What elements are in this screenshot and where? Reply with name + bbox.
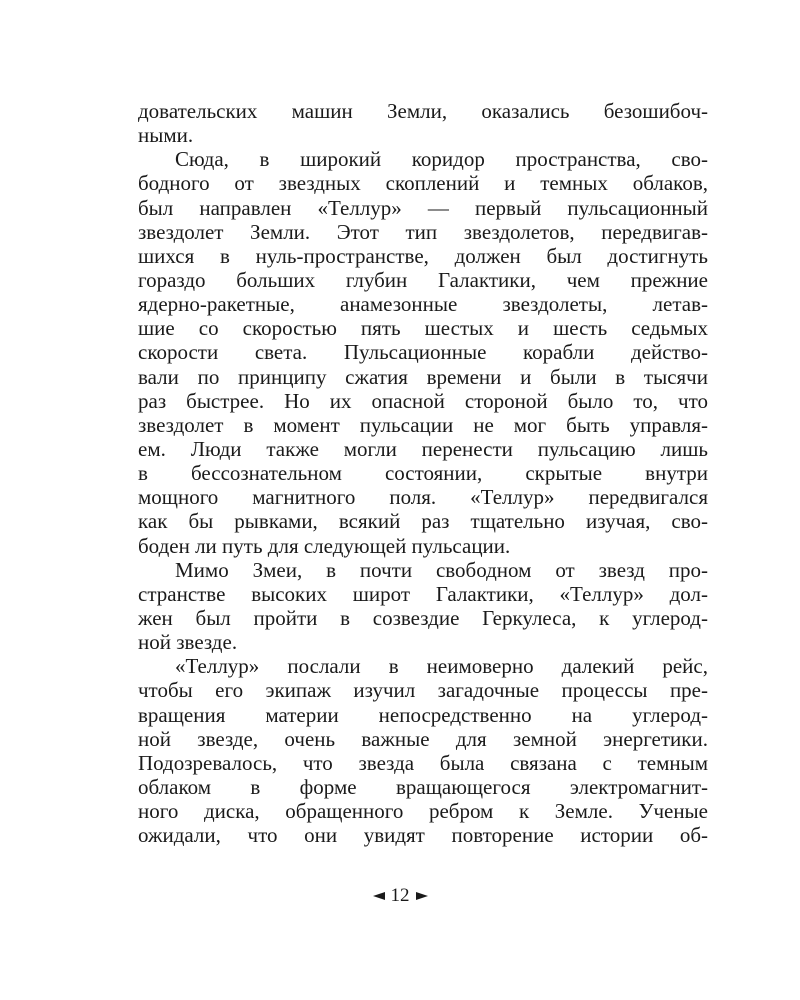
text-line: в бессознательном состоянии, скрытые внутри: [138, 461, 708, 486]
text-line: Мимо Змеи, в почти свободном от звезд про-: [175, 557, 708, 582]
text-line: звездолет в момент пульсации не мог быть управля-: [138, 412, 708, 437]
arrow-right-ornament-icon: [416, 892, 428, 900]
text-line: Подозревалось, что звезда была связана с темным: [138, 750, 708, 775]
text-line: «Теллур» послали в неимоверно далекий рейс,: [175, 654, 708, 679]
text-line: ожидали, что они увидят повторение истории об-: [138, 823, 708, 848]
text-line: довательских машин Земли, оказались безошибоч-: [138, 99, 708, 123]
paragraph: [138, 558, 708, 655]
text-line: ем. Люди также могли перенести пульсацию лишь: [138, 436, 708, 461]
text-line: раз быстрее. Но их опасной стороной было то, что: [138, 388, 708, 413]
paragraph: [138, 147, 708, 557]
text-line: был направлен «Теллур» — первый пульсационный: [138, 195, 708, 220]
text-line: ной звезде.: [138, 630, 238, 655]
text-line: ной звезде, очень важные для земной энергетики.: [138, 726, 708, 751]
text-line: звездолет Земли. Этот тип звездолетов, передвигав-: [138, 219, 708, 244]
text-line: вали по принципу сжатия времени и были в тысячи: [138, 364, 708, 389]
text-line: Сюда, в широкий коридор пространства, сво-: [175, 147, 708, 172]
text-line: ного диска, обращенного ребром к Земле. Ученые: [138, 799, 708, 824]
page-number-footer: [0, 882, 800, 910]
text-line: шие со скоростью пять шестых и шесть седьмых: [138, 316, 708, 341]
page-number: 12: [390, 885, 410, 906]
text-line: ядерно-ракетные, анамезонные звездолеты, летав-: [138, 292, 708, 317]
paragraph: [138, 654, 708, 847]
text-line: вращения материи непосредственно на углерод-: [138, 702, 708, 727]
text-line: ными.: [138, 123, 194, 148]
paragraph: [138, 99, 708, 147]
body-text: [138, 99, 708, 847]
text-line: чтобы его экипаж изучил загадочные процессы пре-: [138, 678, 708, 703]
text-line: как бы рывками, всякий раз тщательно изучая, сво-: [138, 509, 708, 534]
text-line: жен был пройти в созвездие Геркулеса, к углерод-: [138, 605, 708, 630]
text-line: мощного магнитного поля. «Теллур» передвигался: [138, 485, 708, 510]
text-line: боден ли путь для следующей пульсации.: [138, 533, 511, 558]
text-line: скорости света. Пульсационные корабли действо-: [138, 340, 708, 365]
text-line: странстве высоких широт Галактики, «Теллур» дол-: [138, 581, 708, 606]
arrow-left-ornament-icon: [373, 892, 385, 900]
text-line: бодного от звездных скоплений и темных облаков,: [138, 171, 708, 196]
text-line: облаком в форме вращающегося электромагнит-: [138, 774, 708, 799]
text-line: шихся в нуль-пространстве, должен был достигнуть: [138, 243, 708, 268]
text-line: гораздо больших глубин Галактики, чем прежние: [138, 267, 708, 292]
